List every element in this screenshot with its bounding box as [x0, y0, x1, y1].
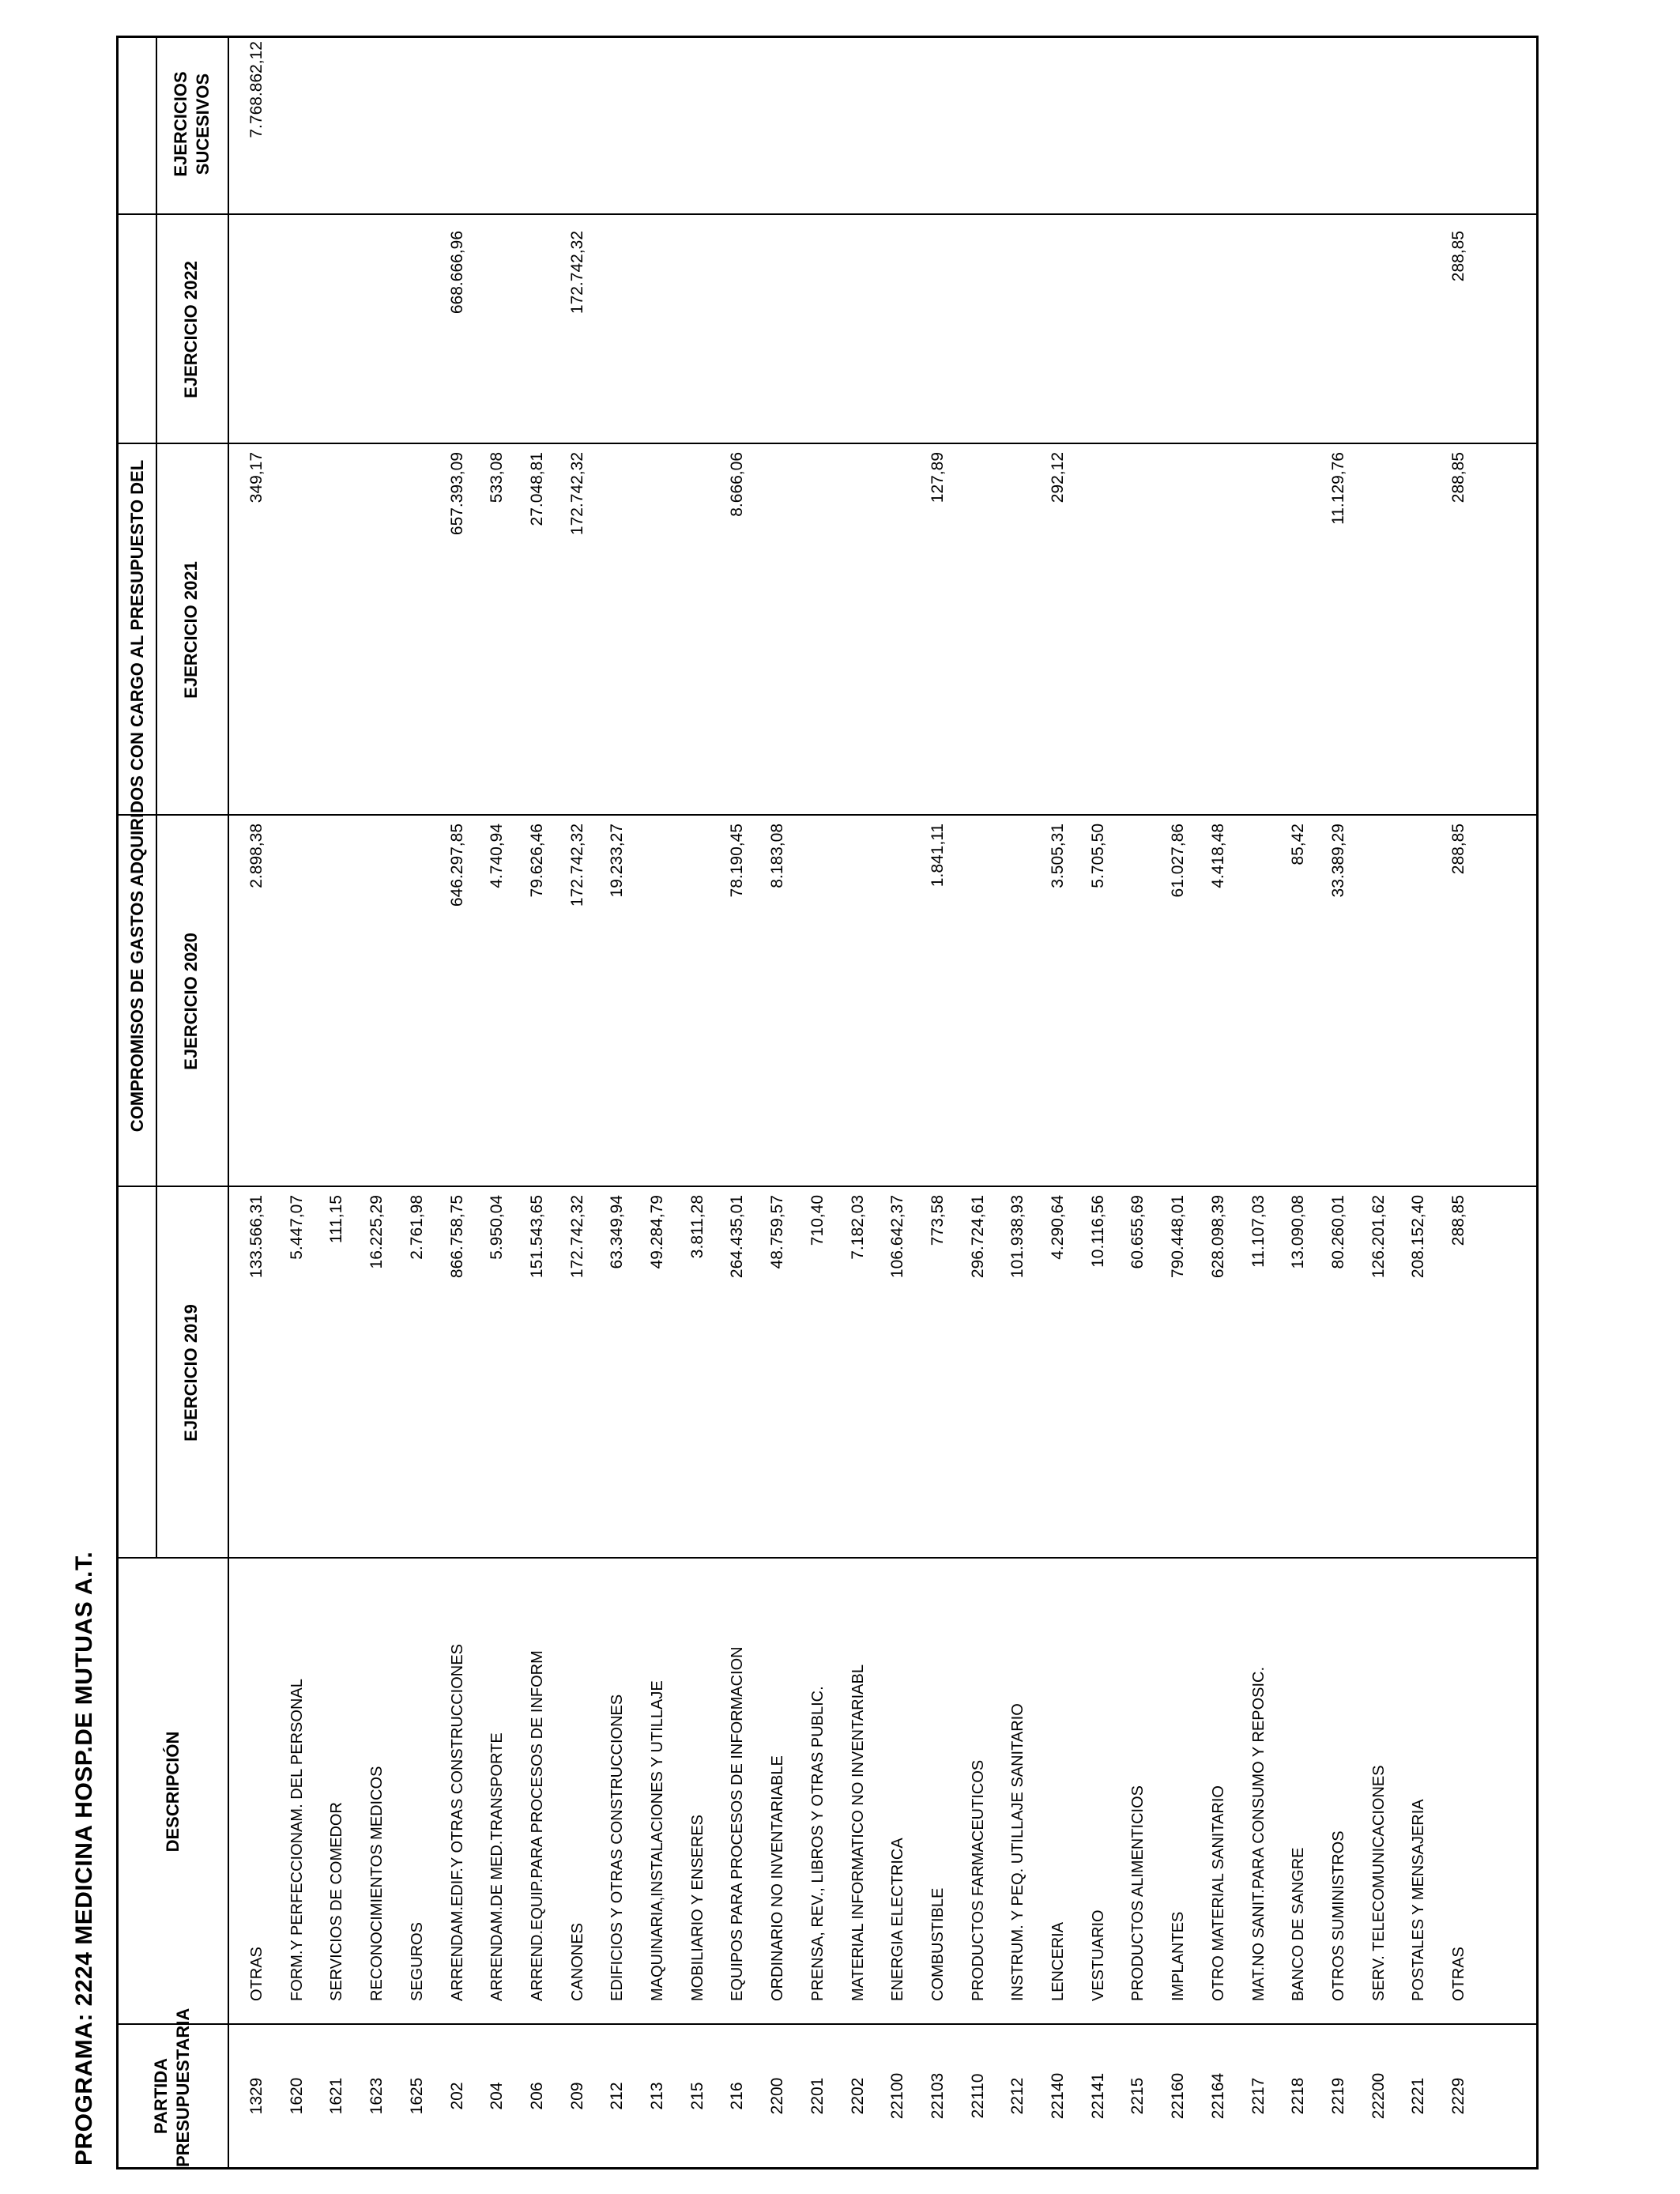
row-value-2021: 292,12 — [1049, 452, 1067, 503]
row-code: 1620 — [287, 2077, 306, 2115]
row-description: CANONES — [568, 1923, 586, 2001]
row-code: 22100 — [888, 2072, 907, 2120]
row-value-2019: 296.724,61 — [968, 1195, 987, 1279]
row-code: 1623 — [367, 2077, 386, 2115]
row-value-2019: 7.182,03 — [848, 1195, 867, 1260]
header-descripcion: DESCRIPCIÓN — [163, 1731, 183, 1853]
row-value-2019: 60.655,69 — [1128, 1195, 1147, 1269]
table-row — [638, 38, 677, 2167]
row-description: ENERGIA ELECTRICA — [889, 1838, 907, 2001]
row-value-2020: 33.389,29 — [1328, 824, 1347, 898]
row-value-2019: 126.201,62 — [1369, 1195, 1388, 1279]
header-group: COMPROMISOS DE GASTOS ADQUIRIDOS CON CARGO AL PRESUPUESTO DEL — [127, 459, 147, 1133]
row-value-2019: 773,58 — [928, 1195, 947, 1246]
table-row — [438, 38, 477, 2167]
row-value-2019: 63.349,94 — [608, 1195, 627, 1269]
table-row — [558, 38, 597, 2167]
table-row — [1038, 38, 1078, 2167]
row-code: 22141 — [1088, 2072, 1107, 2120]
table-row — [959, 38, 998, 2167]
budget-table — [116, 36, 1539, 2169]
row-value-2019: 264.435,01 — [728, 1195, 747, 1279]
row-code: 2212 — [1008, 2077, 1027, 2115]
table-row — [1239, 38, 1279, 2167]
table-row — [357, 38, 397, 2167]
table-row — [1079, 38, 1118, 2167]
table-row — [878, 38, 917, 2167]
header-2020: EJERCICIO 2020 — [181, 933, 201, 1070]
row-code: 2218 — [1289, 2077, 1308, 2115]
row-value-2021: 11.129,76 — [1328, 452, 1347, 525]
row-value-2019: 49.284,79 — [648, 1195, 666, 1269]
row-description: SERV. TELECOMUNICACIONES — [1369, 1765, 1388, 2001]
row-value-2019: 288,85 — [1449, 1195, 1467, 1246]
row-value-2020: 79.626,46 — [527, 824, 546, 898]
row-description: OTRAS — [248, 1947, 266, 2001]
row-value-2021: 533,08 — [488, 452, 507, 503]
row-description: IMPLANTES — [1170, 1911, 1188, 2001]
row-value-2020: 288,85 — [1449, 824, 1467, 875]
row-code: 209 — [567, 2082, 586, 2110]
row-description: OTRO MATERIAL SANITARIO — [1209, 1785, 1227, 2001]
row-value-2019: 106.642,37 — [888, 1195, 907, 1279]
row-description: POSTALES Y MENSAJERIA — [1410, 1799, 1428, 2001]
row-value-2019: 11.107,03 — [1249, 1195, 1268, 1268]
row-value-2020: 85,42 — [1289, 824, 1308, 865]
row-value-2019: 80.260,01 — [1328, 1195, 1347, 1269]
table-row — [838, 38, 878, 2167]
row-value-2019: 111,15 — [327, 1195, 346, 1244]
page-title: PROGRAMA: 2224 MEDICINA HOSP.DE MUTUAS A.T. — [71, 1551, 97, 2166]
table-row — [397, 38, 437, 2167]
row-code: 206 — [527, 2082, 546, 2110]
row-value-2020: 19.233,27 — [608, 824, 627, 898]
group-header-line — [156, 38, 157, 1559]
row-value-2020: 1.841,11 — [928, 824, 947, 888]
row-value-2022: 172.742,32 — [567, 231, 586, 315]
row-description: LENCERIA — [1049, 1921, 1067, 2001]
table-row — [758, 38, 797, 2167]
table-row — [918, 38, 958, 2167]
table-row — [798, 38, 838, 2167]
row-description: ORDINARIO NO INVENTARIABLE — [769, 1755, 787, 2001]
table-row — [1399, 38, 1438, 2167]
row-value-2019: 5.950,04 — [488, 1195, 507, 1260]
row-code: 1329 — [247, 2077, 266, 2115]
row-code: 1621 — [327, 2077, 346, 2115]
row-value-2019: 3.811,28 — [687, 1195, 706, 1259]
row-code: 22200 — [1369, 2072, 1388, 2120]
table-row — [1439, 38, 1478, 2167]
header-sucesivos: EJERCICIOS SUCESIVOS — [171, 71, 213, 177]
row-code: 2201 — [808, 2077, 827, 2115]
row-value-2019: 48.759,57 — [768, 1195, 787, 1269]
row-value-2019: 5.447,07 — [287, 1195, 306, 1260]
row-value-2019: 4.290,64 — [1049, 1195, 1067, 1260]
row-description: PRENSA, REV., LIBROS Y OTRAS PUBLIC. — [808, 1686, 827, 2001]
header-2019: EJERCICIO 2019 — [181, 1304, 201, 1442]
row-description: SEGUROS — [408, 1921, 426, 2001]
row-description: MOBILIARIO Y ENSERES — [688, 1814, 706, 2001]
row-code: 22103 — [928, 2072, 947, 2120]
row-description: VESTUARIO — [1089, 1909, 1107, 2001]
row-description: COMBUSTIBLE — [929, 1887, 947, 2001]
row-code: 2215 — [1128, 2077, 1147, 2115]
row-value-2019: 866.758,75 — [447, 1195, 466, 1279]
row-value-2020: 3.505,31 — [1049, 824, 1067, 888]
row-value-2021: 127,89 — [928, 452, 947, 503]
row-code: 1625 — [407, 2077, 426, 2115]
table-row — [237, 38, 277, 2167]
table-row — [1199, 38, 1238, 2167]
row-value-2020: 4.418,48 — [1208, 824, 1227, 888]
header-bottom-line — [228, 38, 229, 2167]
row-code: 213 — [648, 2082, 666, 2110]
row-description: FORM.Y PERFECCIONAM. DEL PERSONAL — [288, 1679, 306, 2001]
row-code: 2219 — [1328, 2077, 1347, 2115]
row-value-2019: 101.938,93 — [1008, 1195, 1027, 1279]
row-value-2020: 5.705,50 — [1088, 824, 1107, 888]
row-description: OTRAS — [1450, 1947, 1467, 2001]
table-row — [317, 38, 356, 2167]
table-row — [678, 38, 718, 2167]
header-2022: EJERCICIO 2022 — [181, 261, 201, 398]
table-row — [277, 38, 317, 2167]
row-value-2019: 172.742,32 — [567, 1195, 586, 1279]
row-value-2020: 172.742,32 — [567, 824, 586, 907]
table-row — [998, 38, 1038, 2167]
row-description: ARRENDAM.EDIF.Y OTRAS CONSTRUCCIONES — [448, 1644, 466, 2001]
row-description: PRODUCTOS FARMACEUTICOS — [969, 1759, 987, 2001]
row-value-2020: 646.297,85 — [447, 824, 466, 907]
row-description: OTROS SUMINISTROS — [1329, 1830, 1347, 2001]
table-row — [1158, 38, 1198, 2167]
row-value-2020: 4.740,94 — [488, 824, 507, 888]
row-value-2019: 13.090,08 — [1289, 1195, 1308, 1269]
header-2021: EJERCICIO 2021 — [181, 561, 201, 699]
row-value-2019: 10.116,56 — [1088, 1195, 1107, 1268]
row-code: 22160 — [1169, 2072, 1188, 2120]
row-description: RECONOCIMIENTOS MEDICOS — [368, 1766, 386, 2001]
table-row — [597, 38, 637, 2167]
row-description: EDIFICIOS Y OTRAS CONSTRUCCIONES — [608, 1694, 627, 2001]
row-description: BANCO DE SANGRE — [1290, 1847, 1308, 2001]
row-code: 2217 — [1249, 2077, 1268, 2115]
row-code: 2200 — [768, 2077, 787, 2115]
row-value-2021: 349,17 — [247, 452, 266, 503]
row-value-2019: 628.098,39 — [1208, 1195, 1227, 1279]
table-row — [477, 38, 517, 2167]
row-code: 2229 — [1449, 2077, 1467, 2115]
row-value-2021: 172.742,32 — [567, 452, 586, 536]
table-row — [518, 38, 557, 2167]
row-code: 215 — [687, 2082, 706, 2110]
row-description: SERVICIOS DE COMEDOR — [328, 1802, 346, 2001]
row-code: 2221 — [1409, 2077, 1428, 2115]
row-code: 212 — [608, 2082, 627, 2110]
row-value-2019: 790.448,01 — [1169, 1195, 1188, 1279]
row-value-2021: 657.393,09 — [447, 452, 466, 536]
row-description: MAT.NO SANIT.PARA CONSUMO Y REPOSIC. — [1249, 1666, 1268, 2001]
table-row — [1319, 38, 1358, 2167]
row-description: ARREND.EQUIP.PARA PROCESOS DE INFORM — [528, 1650, 546, 2001]
row-code: 216 — [728, 2082, 747, 2110]
header-partida: PARTIDA PRESUPUESTARIA — [151, 2007, 193, 2167]
row-description: MATERIAL INFORMATICO NO INVENTARIABL — [849, 1664, 867, 2001]
row-value-2019: 208.152,40 — [1409, 1195, 1428, 1279]
document-sheet — [47, 36, 1596, 2169]
row-value-sucesivos: 7.768.862,12 — [247, 41, 266, 138]
row-description: EQUIPOS PARA PROCESOS DE INFORMACION — [729, 1646, 747, 2001]
row-code: 22110 — [968, 2073, 987, 2119]
table-row — [718, 38, 757, 2167]
row-value-2019: 133.566,31 — [247, 1195, 266, 1279]
row-code: 204 — [488, 2082, 507, 2110]
row-description: PRODUCTOS ALIMENTICIOS — [1129, 1785, 1147, 2001]
row-value-2021: 288,85 — [1449, 452, 1467, 503]
row-value-2020: 61.027,86 — [1169, 824, 1188, 898]
row-value-2020: 2.898,38 — [247, 824, 266, 888]
row-value-2022: 668.666,96 — [447, 231, 466, 315]
row-code: 22140 — [1049, 2072, 1067, 2120]
row-value-2022: 288,85 — [1449, 231, 1467, 282]
row-value-2019: 710,40 — [808, 1195, 827, 1246]
row-value-2020: 78.190,45 — [728, 824, 747, 898]
row-code: 202 — [447, 2082, 466, 2110]
row-description: INSTRUM. Y PEQ. UTILLAJE SANITARIO — [1009, 1703, 1027, 2001]
row-value-2021: 27.048,81 — [527, 452, 546, 526]
row-value-2019: 2.761,98 — [407, 1195, 426, 1260]
row-code: 22164 — [1208, 2072, 1227, 2120]
table-row — [1359, 38, 1399, 2167]
row-description: ARRENDAM.DE MED.TRANSPORTE — [488, 1732, 507, 2001]
row-code: 2202 — [848, 2077, 867, 2115]
row-description: MAQUINARIA,INSTALACIONES Y UTILLAJE — [649, 1680, 666, 2001]
row-value-2019: 16.225,29 — [367, 1195, 386, 1269]
row-value-2021: 8.666,06 — [728, 452, 747, 517]
table-row — [1118, 38, 1158, 2167]
table-row — [1279, 38, 1318, 2167]
row-value-2019: 151.543,65 — [527, 1195, 546, 1279]
row-value-2020: 8.183,08 — [768, 824, 787, 888]
